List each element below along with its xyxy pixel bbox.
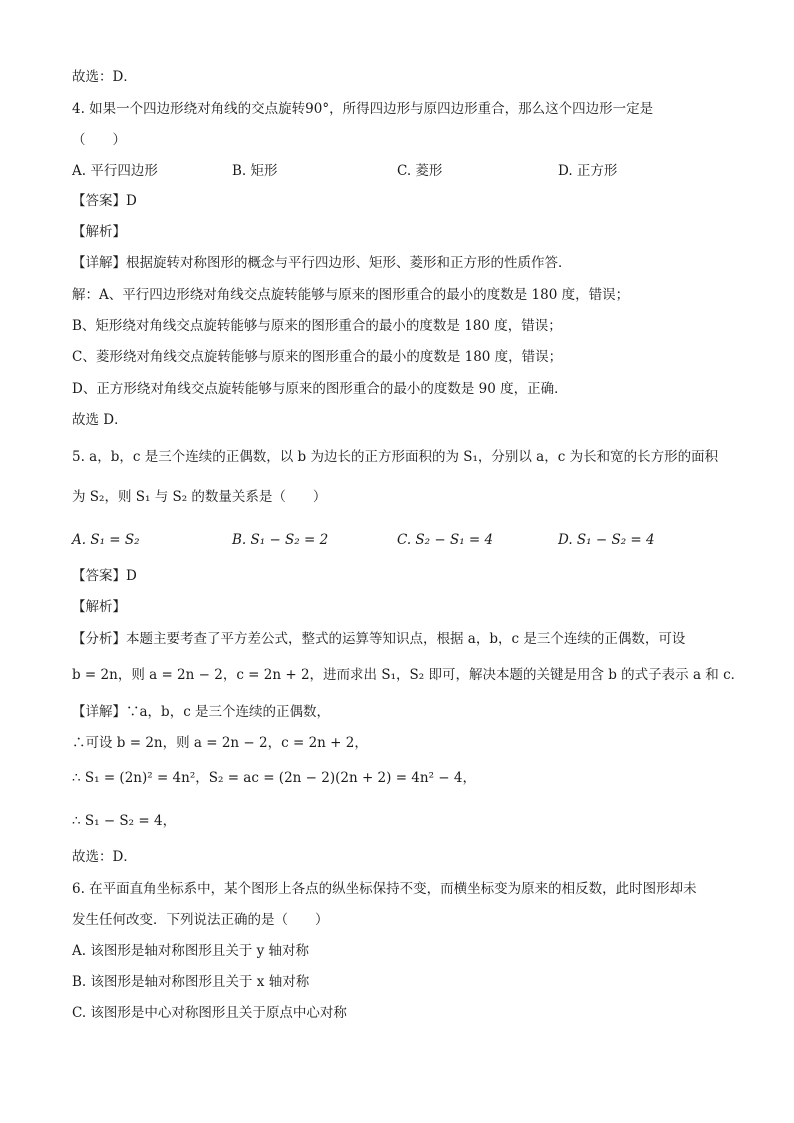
option-d: D. 正方形 [558,163,618,179]
solution-line-b: ∴ S₁ = (2n)² = 4n²，S₂ = ac = (2n − 2)(2n + 2) = 4n² − 4， [72,770,476,786]
option-c: C. S₂ − S₁ = 4 [397,532,494,548]
detail-line: 【详解】∵a，b，c 是三个连续的正偶数， [72,704,331,720]
answer-line: 故选：D． [72,849,137,865]
answer-label: 【答案】D [72,568,137,584]
analysis-label: 【解析】 [72,599,126,615]
analysis-label: 【解析】 [72,224,126,240]
option-d: D. S₁ − S₂ = 4 [558,532,655,548]
question-5-stem: 5. a，b，c 是三个连续的正偶数，以 b 为边长的正方形面积的为 S₁，分别以 a，c 为长和宽的长方形的面积 [72,449,719,465]
solution-line-d: D、正方形绕对角线交点旋转能够与原来的图形重合的最小的度数是 90 度，正确． [72,381,568,397]
solution-line-c: ∴ S₁ − S₂ = 4， [72,813,177,829]
answer-line: 故选 D． [72,412,128,428]
solution-line-b: B、矩形绕对角线交点旋转能够与原来的图形重合的最小的度数是 180 度，错误； [72,318,562,334]
analysis-line-2: b = 2n，则 a = 2n − 2，c = 2n + 2，进而求出 S₁，S₂ 即可，解决本题的关键是用含 b 的式子表示 a 和 c． [72,667,745,683]
question-6-stem: 6. 在平面直角坐标系中，某个图形上各点的纵坐标保持不变，而横坐标变为原来的相反数，此时图形却未 [72,881,697,897]
solution-line-c: C、菱形绕对角线交点旋转能够与原来的图形重合的最小的度数是 180 度，错误； [72,349,563,365]
question-6-stem-2: 发生任何改变．下列说法正确的是（ ） [72,912,329,928]
answer-line: 故选：D． [72,69,137,85]
solution-line-a: 解：A、平行四边形绕对角线交点旋转能够与原来的图形重合的最小的度数是 180 度，错误； [72,287,630,303]
analysis-line-1: 【分析】本题主要考查了平方差公式，整式的运算等知识点，根据 a，b，c 是三个连续的正偶数，可设 [72,631,686,647]
question-5-stem-2: 为 S₂，则 S₁ 与 S₂ 的数量关系是（ ） [72,489,327,505]
option-c: C. 菱形 [397,163,443,179]
question-4-paren: （ ） [72,132,126,148]
option-a: A. 该图形是轴对称图形且关于 y 轴对称 [72,943,310,959]
option-b: B. 矩形 [232,163,278,179]
option-a: A. 平行四边形 [72,163,158,179]
solution-line-a: ∴可设 b = 2n，则 a = 2n − 2，c = 2n + 2， [72,735,368,751]
option-c: C. 该图形是中心对称图形且关于原点中心对称 [72,1005,347,1021]
option-b: B. 该图形是轴对称图形且关于 x 轴对称 [72,974,310,990]
option-a: A. S₁ = S₂ [72,532,140,548]
detail-line: 【详解】根据旋转对称图形的概念与平行四边形、矩形、菱形和正方形的性质作答． [72,255,572,271]
answer-label: 【答案】D [72,193,137,209]
question-4-stem: 4. 如果一个四边形绕对角线的交点旋转90°，所得四边形与原四边形重合，那么这个四边形一定是 [72,101,654,117]
option-b: B. S₁ − S₂ = 2 [232,532,329,548]
